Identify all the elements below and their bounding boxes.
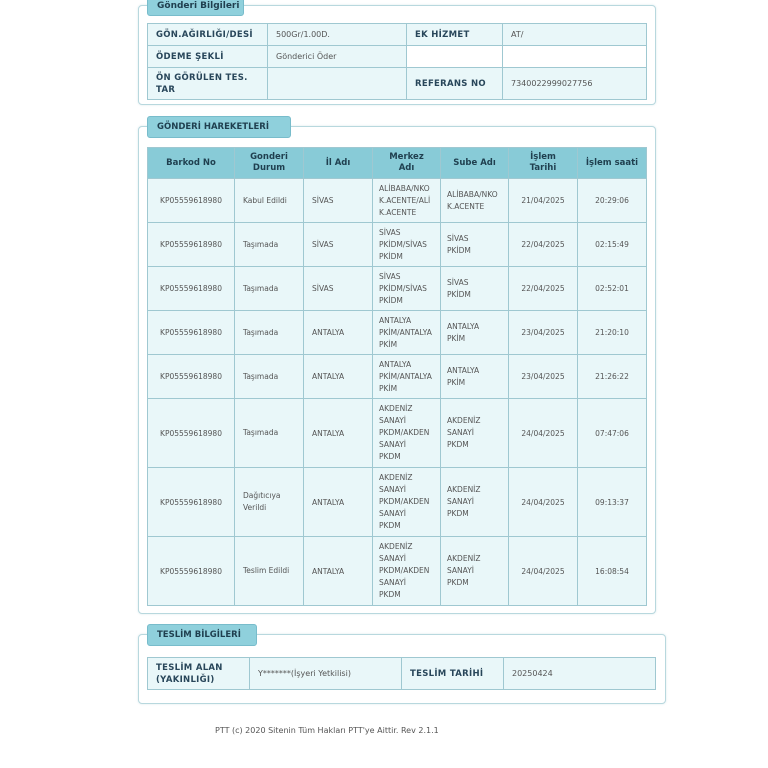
merkez-cell-line: PKDM <box>379 521 401 530</box>
barkod-cell: KP05559618980 <box>148 311 235 355</box>
merkez-cell <box>373 311 441 355</box>
durum-cell <box>235 179 304 223</box>
durum-cell-line: Taşımada <box>243 428 279 437</box>
durum-cell-line: Kabul Edildi <box>243 195 287 205</box>
barkod-cell: KP05559618980 <box>148 223 235 267</box>
sube-cell <box>441 399 509 468</box>
on-gorulen-value <box>268 68 407 100</box>
barkod-cell: KP05559618980 <box>148 355 235 399</box>
tarih-cell: 22/04/2025 <box>509 223 578 267</box>
saat-cell: 02:52:01 <box>578 267 647 311</box>
ek-hizmet-label: EK HİZMET <box>407 24 503 46</box>
teslim-bilgileri-table <box>147 657 656 690</box>
barkod-cell: KP05559618980 <box>148 267 235 311</box>
merkez-cell-line: PKİM/ANTALYA <box>379 371 432 381</box>
sube-cell-line: SANAYİ <box>447 428 474 437</box>
sube-cell <box>441 267 509 311</box>
column-header <box>148 148 235 179</box>
agirlik-value: 500Gr/1.00D. <box>268 24 407 46</box>
table-row <box>148 179 647 223</box>
merkez-cell-line: AKDENİZ <box>379 473 413 482</box>
teslim-alan-label-line2: (YAKINLIĞI) <box>156 674 215 685</box>
column-header <box>235 148 304 179</box>
gonderi-bilgileri-table <box>147 23 647 100</box>
sube-cell-line: ANTALYA <box>447 365 480 375</box>
merkez-cell <box>373 537 441 606</box>
sube-cell-line: SİVAS <box>447 233 469 243</box>
sube-cell-line: SİVAS <box>447 277 469 287</box>
column-header <box>373 148 441 179</box>
column-header-line: Tarihi <box>529 163 557 173</box>
saat-cell: 09:13:37 <box>578 468 647 537</box>
merkez-cell-line: ALİBABA/NKO <box>379 183 430 193</box>
merkez-cell <box>373 468 441 537</box>
il-cell: SİVAS <box>304 179 373 223</box>
teslim-bilgileri-tab: TESLİM BİLGİLERİ <box>147 624 257 646</box>
durum-cell-line: Teslim Edildi <box>243 566 290 575</box>
teslim-alan-label-line1: TESLİM ALAN <box>156 662 223 673</box>
merkez-cell <box>373 179 441 223</box>
table-row <box>148 223 647 267</box>
tarih-cell: 24/04/2025 <box>509 468 578 537</box>
il-cell: ANTALYA <box>304 399 373 468</box>
merkez-cell-line: SANAYİ <box>379 578 406 587</box>
ek-hizmet-value: AT/ <box>503 24 647 46</box>
durum-cell <box>235 311 304 355</box>
agirlik-label: GÖN.AĞIRLIĞI/DESİ <box>148 24 268 46</box>
saat-cell: 16:08:54 <box>578 537 647 606</box>
merkez-cell-line: PKİM <box>379 383 398 393</box>
sube-cell <box>441 468 509 537</box>
tarih-cell: 21/04/2025 <box>509 179 578 223</box>
tarih-cell: 23/04/2025 <box>509 355 578 399</box>
durum-cell-line: Taşımada <box>243 371 279 381</box>
referans-value: 7340022999027756 <box>503 68 647 100</box>
sube-cell-line: AKDENİZ <box>447 416 481 425</box>
durum-cell <box>235 399 304 468</box>
sube-cell <box>441 311 509 355</box>
column-header-line: İşlem <box>530 152 556 162</box>
sube-cell <box>441 179 509 223</box>
column-header-line: Sube Adı <box>453 157 496 168</box>
il-cell: ANTALYA <box>304 355 373 399</box>
gonderi-hareketleri-table <box>147 147 647 606</box>
sube-cell-line: PKDM <box>447 509 469 518</box>
table-row <box>148 399 647 468</box>
sube-cell-line: PKİDM <box>447 289 471 299</box>
teslim-tarihi-label: TESLİM TARİHİ <box>402 658 504 690</box>
merkez-cell-line: SANAYİ <box>379 554 406 563</box>
on-gorulen-label <box>148 68 268 100</box>
merkez-cell-line: SİVAS <box>379 227 401 237</box>
saat-cell: 20:29:06 <box>578 179 647 223</box>
sube-cell <box>441 355 509 399</box>
merkez-cell-line: PKİM/ANTALYA <box>379 327 432 337</box>
barkod-cell: KP05559618980 <box>148 399 235 468</box>
on-gorulen-label-line2: TAR <box>156 84 176 95</box>
column-header <box>441 148 509 179</box>
sube-cell <box>441 223 509 267</box>
sube-cell-line: AKDENİZ <box>447 554 481 563</box>
column-header-line: Merkez <box>389 152 424 162</box>
column-header-line: Adı <box>398 163 415 173</box>
barkod-cell: KP05559618980 <box>148 179 235 223</box>
merkez-cell-line: PKİDM/SİVAS <box>379 283 427 293</box>
tarih-cell: 24/04/2025 <box>509 399 578 468</box>
merkez-cell-line: SANAYİ <box>379 416 406 425</box>
durum-cell-line: Taşımada <box>243 327 279 337</box>
sube-cell-line: ALİBABA/NKO <box>447 189 498 199</box>
referans-label: REFERANS NO <box>407 68 503 100</box>
sube-cell-line: PKDM <box>447 578 469 587</box>
column-header <box>304 148 373 179</box>
durum-cell <box>235 537 304 606</box>
teslim-tarihi-value: 20250424 <box>504 658 656 690</box>
merkez-cell-line: PKİDM/SİVAS <box>379 239 427 249</box>
merkez-cell <box>373 355 441 399</box>
merkez-cell-line: K.ACENTE <box>379 207 417 217</box>
sube-cell-line: K.ACENTE <box>447 201 485 211</box>
column-header <box>509 148 578 179</box>
durum-cell <box>235 355 304 399</box>
odeme-value: Gönderici Öder <box>268 46 407 68</box>
column-header-line: Barkod No <box>166 157 216 168</box>
table-row <box>148 537 647 606</box>
tarih-cell: 23/04/2025 <box>509 311 578 355</box>
durum-cell <box>235 223 304 267</box>
column-header-line: İşlem saati <box>585 157 639 168</box>
sube-cell-line: PKİM <box>447 377 466 387</box>
merkez-cell-line: K.ACENTE/ALİ <box>379 195 431 205</box>
column-header-line: İl Adı <box>325 157 351 168</box>
durum-cell <box>235 468 304 537</box>
merkez-cell-line: PKDM/AKDEN <box>379 497 430 506</box>
tarih-cell: 22/04/2025 <box>509 267 578 311</box>
on-gorulen-label-line1: ÖN GÖRÜLEN TES. <box>156 72 248 83</box>
merkez-cell <box>373 223 441 267</box>
sube-cell-line: AKDENİZ <box>447 485 481 494</box>
saat-cell: 02:15:49 <box>578 223 647 267</box>
merkez-cell-line: SANAYİ <box>379 485 406 494</box>
barkod-cell: KP05559618980 <box>148 537 235 606</box>
il-cell: ANTALYA <box>304 311 373 355</box>
merkez-cell-line: PKDM <box>379 452 401 461</box>
merkez-cell-line: PKİM <box>379 339 398 349</box>
merkez-cell-line: PKDM/AKDEN <box>379 428 430 437</box>
merkez-cell-line: SANAYİ <box>379 440 406 449</box>
merkez-cell-line: PKİDM <box>379 251 403 261</box>
table-row <box>148 468 647 537</box>
il-cell: ANTALYA <box>304 468 373 537</box>
il-cell: SİVAS <box>304 267 373 311</box>
column-header-line: Gonderi <box>250 152 288 162</box>
tarih-cell: 24/04/2025 <box>509 537 578 606</box>
teslim-alan-label <box>148 658 250 690</box>
merkez-cell <box>373 399 441 468</box>
merkez-cell-line: PKDM <box>379 590 401 599</box>
merkez-cell-line: SANAYİ <box>379 509 406 518</box>
durum-cell-line: Taşımada <box>243 283 279 293</box>
sube-cell-line: PKDM <box>447 440 469 449</box>
gonderi-hareketleri-tab: GÖNDERİ HAREKETLERİ <box>147 116 291 138</box>
merkez-cell-line: AKDENİZ <box>379 404 413 413</box>
sube-cell-line: PKİM <box>447 333 466 343</box>
saat-cell: 21:20:10 <box>578 311 647 355</box>
merkez-cell-line: PKDM/AKDEN <box>379 566 430 575</box>
teslim-alan-value: Y*******(İşyeri Yetkilisi) <box>250 658 402 690</box>
durum-cell-line: Verildi <box>243 503 267 512</box>
durum-cell-line: Dağıtıcıya <box>243 491 281 500</box>
sube-cell-line: PKİDM <box>447 245 471 255</box>
merkez-cell-line: ANTALYA <box>379 315 412 325</box>
footer-copyright: PTT (c) 2020 Sitenin Tüm Hakları PTT'ye Aittir. Rev 2.1.1 <box>215 726 439 735</box>
sube-cell-line: SANAYİ <box>447 566 474 575</box>
il-cell: SİVAS <box>304 223 373 267</box>
gonderi-bilgileri-tab: Gönderi Bilgileri <box>147 0 244 16</box>
column-header-line: Durum <box>252 163 286 173</box>
sube-cell-line: SANAYİ <box>447 497 474 506</box>
column-header <box>578 148 647 179</box>
il-cell: ANTALYA <box>304 537 373 606</box>
durum-cell <box>235 267 304 311</box>
merkez-cell-line: PKİDM <box>379 295 403 305</box>
table-row <box>148 267 647 311</box>
odeme-label: ÖDEME ŞEKLİ <box>148 46 268 68</box>
saat-cell: 07:47:06 <box>578 399 647 468</box>
durum-cell-line: Taşımada <box>243 239 279 249</box>
sube-cell <box>441 537 509 606</box>
table-row <box>148 355 647 399</box>
saat-cell: 21:26:22 <box>578 355 647 399</box>
table-row <box>148 311 647 355</box>
merkez-cell-line: ANTALYA <box>379 359 412 369</box>
merkez-cell-line: AKDENİZ <box>379 542 413 551</box>
sube-cell-line: ANTALYA <box>447 321 480 331</box>
merkez-cell-line: SİVAS <box>379 271 401 281</box>
merkez-cell <box>373 267 441 311</box>
barkod-cell: KP05559618980 <box>148 468 235 537</box>
